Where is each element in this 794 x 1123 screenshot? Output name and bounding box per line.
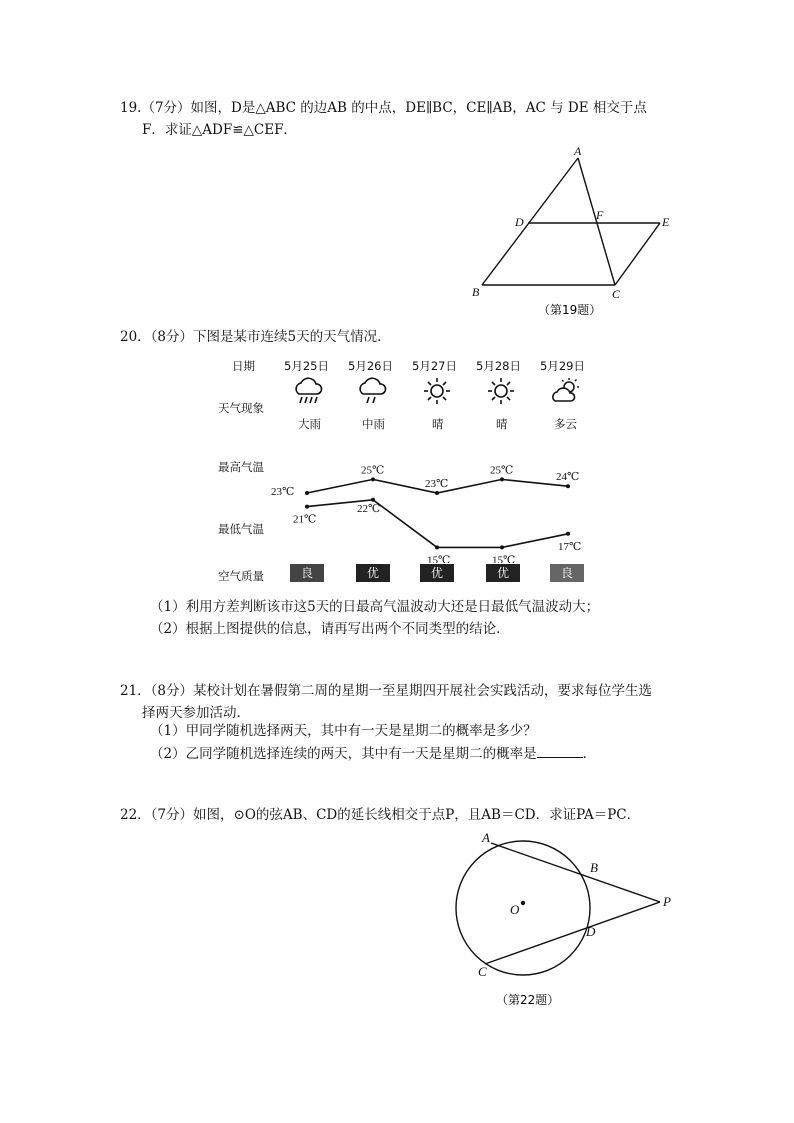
label-D: D bbox=[586, 924, 596, 939]
question-21-sub2-end: ． bbox=[582, 746, 597, 762]
air-quality-badge: 良 bbox=[550, 564, 584, 582]
question-19-line1: 19.（7分）如图，D是△ABC 的边AB 的中点，DE∥BC，CE∥AB，AC 与 DE 相交于点 bbox=[120, 100, 647, 116]
label-C: C bbox=[612, 287, 621, 301]
date-2: 5月26日 bbox=[348, 359, 393, 373]
weather-1: 大雨 bbox=[298, 417, 321, 431]
label-F: F bbox=[596, 208, 604, 222]
question-19-line2: F．求证△ADF≌△CEF． bbox=[142, 122, 297, 138]
circle-O bbox=[456, 841, 590, 975]
date-1: 5月25日 bbox=[284, 359, 329, 373]
question-19 bbox=[120, 97, 700, 141]
label-E: E bbox=[662, 215, 670, 229]
data-label-low: 22℃ bbox=[357, 502, 381, 515]
weather-table bbox=[200, 348, 600, 593]
date-4: 5月28日 bbox=[476, 359, 521, 373]
label-A: A bbox=[482, 830, 490, 845]
data-label-high: 23℃ bbox=[271, 486, 295, 498]
answer-blank[interactable] bbox=[537, 743, 583, 758]
sun-icon bbox=[486, 376, 516, 406]
row-label-low: 最低气温 bbox=[218, 522, 264, 536]
temperature-line-chart bbox=[200, 443, 600, 563]
weather-4: 晴 bbox=[496, 417, 508, 431]
data-point-low bbox=[566, 532, 570, 536]
row-label-weather: 天气现象 bbox=[218, 401, 264, 415]
label-D: D bbox=[515, 215, 524, 229]
weather-5: 多云 bbox=[554, 417, 577, 431]
row-label-air: 空气质量 bbox=[218, 569, 264, 583]
air-quality-badge: 优 bbox=[420, 564, 454, 582]
label-P: P bbox=[663, 894, 671, 909]
data-label-high: 24℃ bbox=[556, 471, 580, 484]
question-20-sub1: （1）利用方差判断该市这5天的日最高气温波动大还是日最低气温波动大； bbox=[150, 599, 600, 615]
partly-cloudy-icon bbox=[550, 376, 582, 406]
figure-19 bbox=[460, 140, 680, 325]
question-21-sub1: （1）甲同学随机选择两天，其中有一天是星期二的概率是多少？ bbox=[150, 723, 537, 739]
air-quality-badge: 优 bbox=[486, 564, 520, 582]
question-21-sub2 bbox=[150, 743, 596, 765]
air-quality-badge: 优 bbox=[356, 564, 390, 582]
data-point-low bbox=[305, 505, 309, 509]
center-dot bbox=[521, 901, 525, 905]
data-point-high bbox=[305, 491, 309, 495]
question-21 bbox=[120, 680, 700, 724]
data-label-high: 23℃ bbox=[425, 478, 449, 490]
data-point-high bbox=[371, 477, 375, 481]
question-21-sub2-text: （2）乙同学随机选择连续的两天，其中有一天是星期二的概率是 bbox=[150, 746, 537, 762]
air-quality-badge: 良 bbox=[290, 564, 324, 582]
data-label-high: 25℃ bbox=[361, 464, 385, 477]
data-label-high: 25℃ bbox=[490, 464, 514, 477]
weather-2: 中雨 bbox=[362, 417, 385, 431]
label-O: O bbox=[510, 902, 520, 917]
data-point-high bbox=[566, 484, 570, 488]
rain-moderate-icon bbox=[356, 376, 388, 406]
question-20-sub2: （2）根据上图提供的信息，请再写出两个不同类型的结论． bbox=[150, 621, 510, 637]
row-label-date: 日期 bbox=[232, 359, 255, 373]
sun-icon bbox=[422, 376, 452, 406]
data-label-low: 15℃ bbox=[427, 554, 451, 563]
data-label-low: 17℃ bbox=[558, 540, 582, 553]
label-B: B bbox=[590, 860, 598, 875]
segment-CE bbox=[615, 223, 660, 285]
figure-22-caption: （第22题） bbox=[496, 993, 560, 1007]
label-B: B bbox=[472, 285, 480, 299]
row-label-high: 最高气温 bbox=[218, 460, 264, 474]
question-21-line2: 择两天参加活动． bbox=[142, 705, 250, 721]
label-C: C bbox=[478, 964, 487, 979]
data-point-high bbox=[500, 477, 504, 481]
question-21-line1: 21．（8分）某校计划在暑假第二周的星期一至星期四开展社会实践活动，要求每位学生选 bbox=[120, 683, 653, 699]
date-3: 5月27日 bbox=[412, 359, 457, 373]
question-20-title: 20．（8分）下图是某市连续5天的天气情况． bbox=[120, 329, 391, 345]
data-point-high bbox=[435, 491, 439, 495]
rain-heavy-icon bbox=[292, 376, 324, 406]
segment-AB bbox=[482, 158, 578, 285]
series-line-low bbox=[307, 500, 568, 548]
question-22: 22．（7分）如图，⊙O的弦AB、CD的延长线相交于点P，且AB＝CD．求证PA＝PC． bbox=[120, 807, 641, 823]
segment-AP bbox=[491, 843, 660, 902]
data-point-low bbox=[371, 498, 375, 502]
weather-3: 晴 bbox=[432, 417, 444, 431]
date-5: 5月29日 bbox=[540, 359, 585, 373]
data-label-low: 21℃ bbox=[293, 513, 317, 526]
data-label-low: 15℃ bbox=[492, 554, 516, 563]
data-point-low bbox=[435, 545, 439, 549]
figure-22 bbox=[450, 828, 690, 1013]
data-point-low bbox=[500, 545, 504, 549]
label-A: A bbox=[574, 144, 582, 158]
figure-19-caption: （第19题） bbox=[538, 303, 602, 317]
